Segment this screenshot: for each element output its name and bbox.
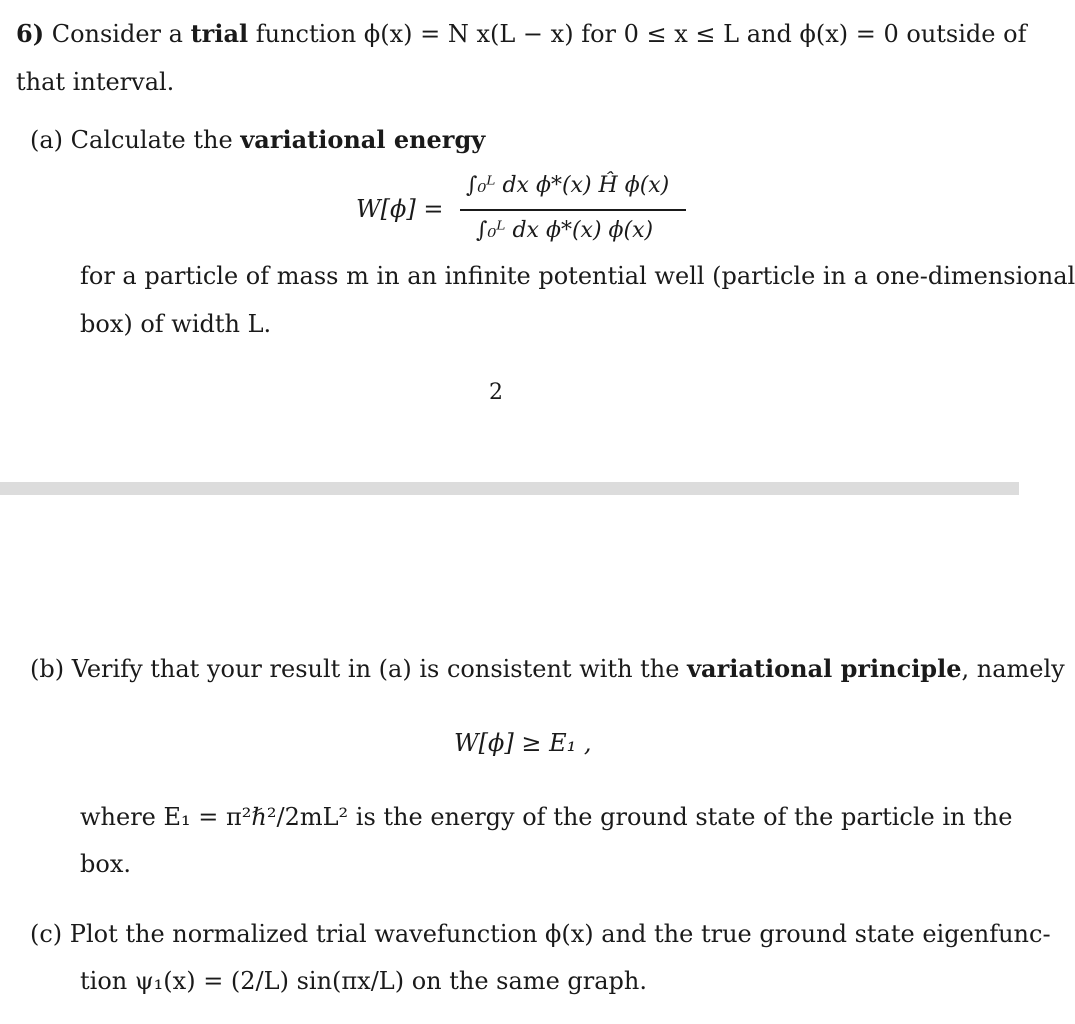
- part-b-text-2: box.: [80, 850, 131, 878]
- part-a-text-2: box) of width L.: [80, 310, 272, 338]
- part-a-label: (a) Calculate the: [30, 126, 233, 154]
- page-separator: [0, 482, 1019, 495]
- inequality: W[ϕ] ≥ E₁ ,: [454, 729, 592, 757]
- part-b-label: (b) Verify that your result in (a) is consistent with the: [30, 655, 680, 683]
- problem-line-1: [16, 19, 1027, 48]
- problem-number: 6): [16, 19, 45, 48]
- part-a-bold: variational energy: [240, 125, 486, 154]
- page-1: [0, 0, 1075, 482]
- part-a-heading: [30, 125, 486, 154]
- equation-denominator: ∫₀ᴸ dx ϕ*(x) ϕ(x): [476, 218, 654, 243]
- part-b-bold: variational principle: [687, 654, 962, 683]
- page-2: [0, 495, 1065, 1024]
- problem-line-2: that interval.: [16, 68, 175, 96]
- part-a-text-1: for a particle of mass m in an infinite potential well (particle in a one-dimensional: [80, 262, 1075, 290]
- problem-text-pre: Consider a: [51, 20, 183, 48]
- equation-fraction-line: [460, 209, 686, 211]
- part-b-heading: [30, 654, 1065, 683]
- equation-lhs: W[ϕ] =: [356, 195, 444, 223]
- part-b-post: , namely: [961, 655, 1065, 683]
- part-b-text-1: where E₁ = π²ℏ²/2mL² is the energy of the ground state of the particle in the: [80, 803, 1013, 831]
- problem-bold-trial: trial: [190, 19, 249, 48]
- problem-text-post: function ϕ(x) = N x(L − x) for 0 ≤ x ≤ L and ϕ(x) = 0 outside of: [255, 20, 1027, 48]
- page-number: 2: [489, 380, 503, 405]
- equation-numerator: ∫₀ᴸ dx ϕ*(x) Ĥ ϕ(x): [466, 173, 670, 198]
- part-c-text-2: tion ψ₁(x) = (2/L) sin(πx/L) on the same graph.: [80, 967, 647, 995]
- part-c-text-1: (c) Plot the normalized trial wavefunction ϕ(x) and the true ground state eigenfunc-: [30, 920, 1051, 948]
